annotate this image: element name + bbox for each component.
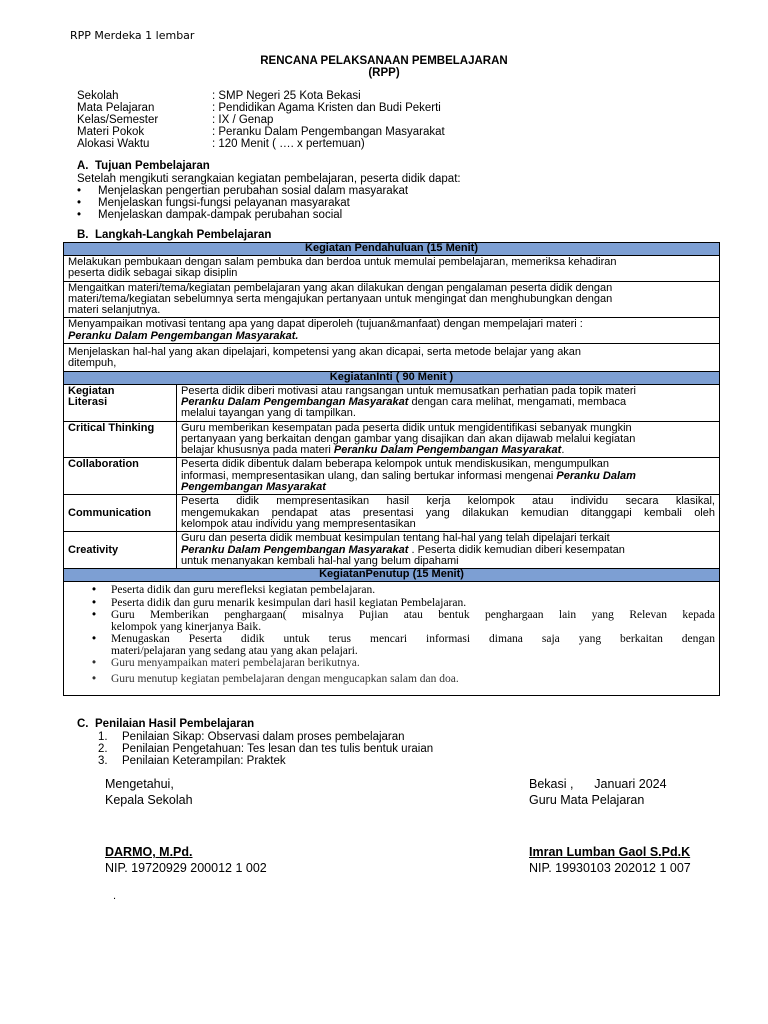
closing-activities: [64, 582, 720, 696]
cell-line: Mengaitkan materi/tema/kegiatan pembelajaran yang akan dilakukan dengan pengalaman peserta didik dengan: [68, 281, 613, 294]
table-row: [64, 344, 720, 372]
band-inti: KegiatanInti ( 90 Menit ): [64, 371, 720, 384]
list-item: [64, 634, 719, 657]
table-row: [64, 532, 720, 569]
cell-line: peserta didik sebagai sikap disiplin: [68, 267, 238, 280]
cell-line: Melakukan pembukaan dengan salam pembuka dan berdoa untuk memulai pembelajaran, memeriksa kehadiran: [68, 256, 617, 268]
band-penutup: KegiatanPenutup (15 Menit): [64, 569, 720, 582]
section-a-heading: [77, 160, 210, 172]
label-line: Literasi: [68, 395, 108, 408]
table-row: [64, 421, 720, 458]
cell-line: Guru dan peserta didik membuat kesimpulan tentang hal-hal yang telah dipelajari terkait: [181, 532, 610, 545]
item-line: kelompok yang kinerjanya Baik.: [111, 620, 262, 633]
activity-description: [177, 495, 720, 532]
list-item: [98, 731, 433, 743]
cell-line: untuk menanyakan kembali hal-hal yang belum dipahami: [181, 554, 459, 567]
table-row: [64, 281, 720, 318]
signature-line: Mengetahui,: [105, 777, 174, 791]
activity-label: Collaboration: [64, 458, 177, 495]
section-number: A.: [77, 160, 89, 172]
section-number: B.: [77, 229, 89, 241]
activity-label: [64, 384, 177, 421]
item-line: • Menugaskan Peserta didik untuk terus mencari informasi dimana saja yang berkaitan dengan: [111, 633, 715, 646]
activity-label: Communication: [64, 495, 177, 532]
cell-line: [181, 445, 715, 456]
list-item: • Menjelaskan dampak-dampak perubahan social: [75, 209, 408, 221]
band-pendahuluan: Kegiatan Pendahuluan (15 Menit): [64, 243, 720, 256]
table-cell: [64, 281, 720, 318]
item-number: 3.: [98, 755, 108, 767]
cell-line: Menyampaikan motivasi tentang apa yang dapat diperoleh (tujuan&manfaat) dengan mempelajari materi :: [68, 318, 583, 331]
list-item: • Guru menutup kegiatan pembelajaran dengan mengucapkan salam dan doa.: [64, 674, 719, 686]
activity-description: [177, 421, 720, 458]
item-number: 2.: [98, 743, 108, 755]
item-text: Penilaian Sikap: Observasi dalam proses pembelajaran: [122, 731, 405, 743]
identity-value: : SMP Negeri 25 Kota Bekasi: [212, 90, 361, 102]
table-row: [64, 318, 720, 344]
table-row: [64, 458, 720, 495]
item-line: • Guru Memberikan penghargaan( misalnya Pujian atau bentuk penghargaan lain yang Relevan kepada: [111, 609, 715, 622]
list-item: • Peserta didik dan guru menarik kesimpulan dari hasil kegiatan Pembelajaran.: [64, 598, 719, 610]
cell-line: materi selanjutnya.: [68, 304, 161, 317]
cell-text: dengan cara melihat, mengamati, membaca: [408, 395, 627, 408]
identity-value: : Pendidikan Agama Kristen dan Budi Pekerti: [212, 102, 441, 114]
item-line: materi/pelajaran yang sedang atau yang akan pelajari.: [111, 644, 358, 657]
cell-line: materi/tema/kegiatan sebelumnya serta mengajukan pertanyaan untuk mengingat dan menghubungkan dengan: [68, 292, 613, 305]
document-subtitle: (RPP): [368, 67, 400, 79]
material-emphasis: Pengembangan Masyarakat: [181, 481, 326, 494]
table-row: [64, 384, 720, 421]
section-a-intro: Setelah mengikuti serangkaian kegiatan pembelajaran, peserta didik dapat:: [77, 173, 461, 185]
identity-label: Mata Pelajaran: [77, 102, 155, 114]
cell-line: Peserta didik diberi motivasi atau rangsangan untuk memusatkan perhatian pada topik materi: [181, 384, 636, 397]
cell-text: belajar khususnya pada materi: [181, 444, 334, 457]
list-item: [98, 743, 433, 755]
assessment-list: [98, 731, 433, 767]
signer-name: DARMO, M.Pd.: [105, 845, 193, 859]
cell-line: melalui tayangan yang di tampilkan.: [181, 407, 356, 420]
activity-description: [177, 532, 720, 569]
list-item: • Menjelaskan fungsi-fungsi pelayanan masyarakat: [75, 197, 408, 209]
activity-description: [177, 384, 720, 421]
table-cell: [64, 344, 720, 372]
identity-value: : Peranku Dalam Pengembangan Masyarakat: [212, 126, 445, 138]
section-number: C.: [77, 718, 89, 730]
table-row: [64, 582, 720, 696]
cell-line: Menjelaskan hal-hal yang akan dipelajari, kompetensi yang akan dicapai, serta metode belajar yang akan: [68, 346, 582, 359]
table-row: [64, 256, 720, 282]
activity-label: Creativity: [64, 532, 177, 569]
material-emphasis: Peranku Dalam: [556, 469, 636, 482]
signer-nip: NIP. 19930103 202012 1 007: [529, 861, 691, 875]
table-cell: [64, 318, 720, 344]
signer-nip: NIP. 19720929 200012 1 002: [105, 861, 267, 875]
cell-text: .: [561, 444, 565, 457]
identity-label: Sekolah: [77, 90, 119, 102]
cell-text: informasi, mempresentasikan ulang, dan saling bertukar informasi mengenai: [181, 469, 557, 482]
section-title: Penilaian Hasil Pembelajaran: [95, 718, 255, 730]
section-title: Langkah-Langkah Pembelajaran: [95, 229, 272, 241]
list-item: [98, 755, 433, 767]
signature-right: [529, 776, 691, 876]
learning-steps-table: [63, 242, 720, 696]
identity-label: Kelas/Semester: [77, 114, 159, 126]
list-item: • Guru menyampaikan materi pembelajaran berikutnya.: [64, 658, 719, 670]
cell-line: Guru memberikan kesempatan pada peserta didik untuk mengidentifikasi sebanyak mungkin: [181, 421, 632, 434]
cell-line: Peserta didik mempresentasikan hasil kerja kelompok atau individu secara klasikal,: [181, 495, 715, 508]
header-note: RPP Merdeka 1 lembar: [70, 29, 195, 42]
signature-line: Bekasi , Januari 2024: [529, 777, 667, 791]
footer-dot: .: [113, 890, 117, 902]
list-item: [64, 610, 719, 633]
material-emphasis: Peranku Dalam Pengembangan Masyarakat: [333, 444, 562, 457]
identity-label: Alokasi Waktu: [77, 138, 150, 150]
cell-text: . Peserta didik kemudian diberi kesempatan: [408, 543, 625, 556]
cell-line: pertanyaan yang berkaitan dengan gambar yang disajikan dan akan dijawab melalui kegiatan: [181, 432, 636, 445]
document-title: RENCANA PELAKSANAAN PEMBELAJARAN: [260, 55, 508, 67]
item-number: 1.: [98, 731, 108, 743]
signature-role: Kepala Sekolah: [105, 793, 193, 807]
identity-value: : IX / Genap: [212, 114, 274, 126]
table-cell: [64, 256, 720, 282]
section-b-heading: [77, 229, 271, 241]
signature-role: Guru Mata Pelajaran: [529, 793, 645, 807]
list-item: • Peserta didik dan guru merefleksi kegiatan pembelajaran.: [64, 585, 719, 597]
cell-line-emphasis: Peranku Dalam Pengembangan Masyarakat.: [68, 329, 299, 342]
activity-description: [177, 458, 720, 495]
objectives-list: [75, 185, 408, 221]
signer-name: Imran Lumban Gaol S.Pd.K: [529, 845, 691, 859]
identity-value: : 120 Menit ( …. x pertemuan): [212, 138, 365, 150]
section-c-heading: [77, 718, 254, 730]
item-text: Penilaian Pengetahuan: Tes lesan dan tes tulis bentuk uraian: [122, 743, 434, 755]
activity-label: Critical Thinking: [64, 421, 177, 458]
cell-line: mengemukakan pendapat atas presentasi yang dilakukan kemudian ditanggapi kembali oleh: [181, 506, 715, 519]
identity-label: Materi Pokok: [77, 126, 145, 138]
section-title: Tujuan Pembelajaran: [95, 160, 210, 172]
item-text: Penilaian Keterampilan: Praktek: [122, 755, 286, 767]
table-row: [64, 495, 720, 532]
cell-line: ditempuh,: [68, 357, 117, 370]
cell-line: kelompok atau individu yang mempresentasikan: [181, 517, 416, 530]
label-line: Kegiatan: [68, 384, 115, 397]
material-emphasis: Peranku Dalam Pengembangan Masyarakat: [181, 395, 409, 408]
list-item: • Menjelaskan pengertian perubahan sosial dalam masyarakat: [75, 185, 408, 197]
material-emphasis: Peranku Dalam Pengembangan Masyarakat: [181, 543, 409, 556]
signature-left: [105, 776, 267, 876]
cell-line: Peserta didik dibentuk dalam beberapa kelompok untuk mendiskusikan, mengumpulkan: [181, 458, 610, 471]
